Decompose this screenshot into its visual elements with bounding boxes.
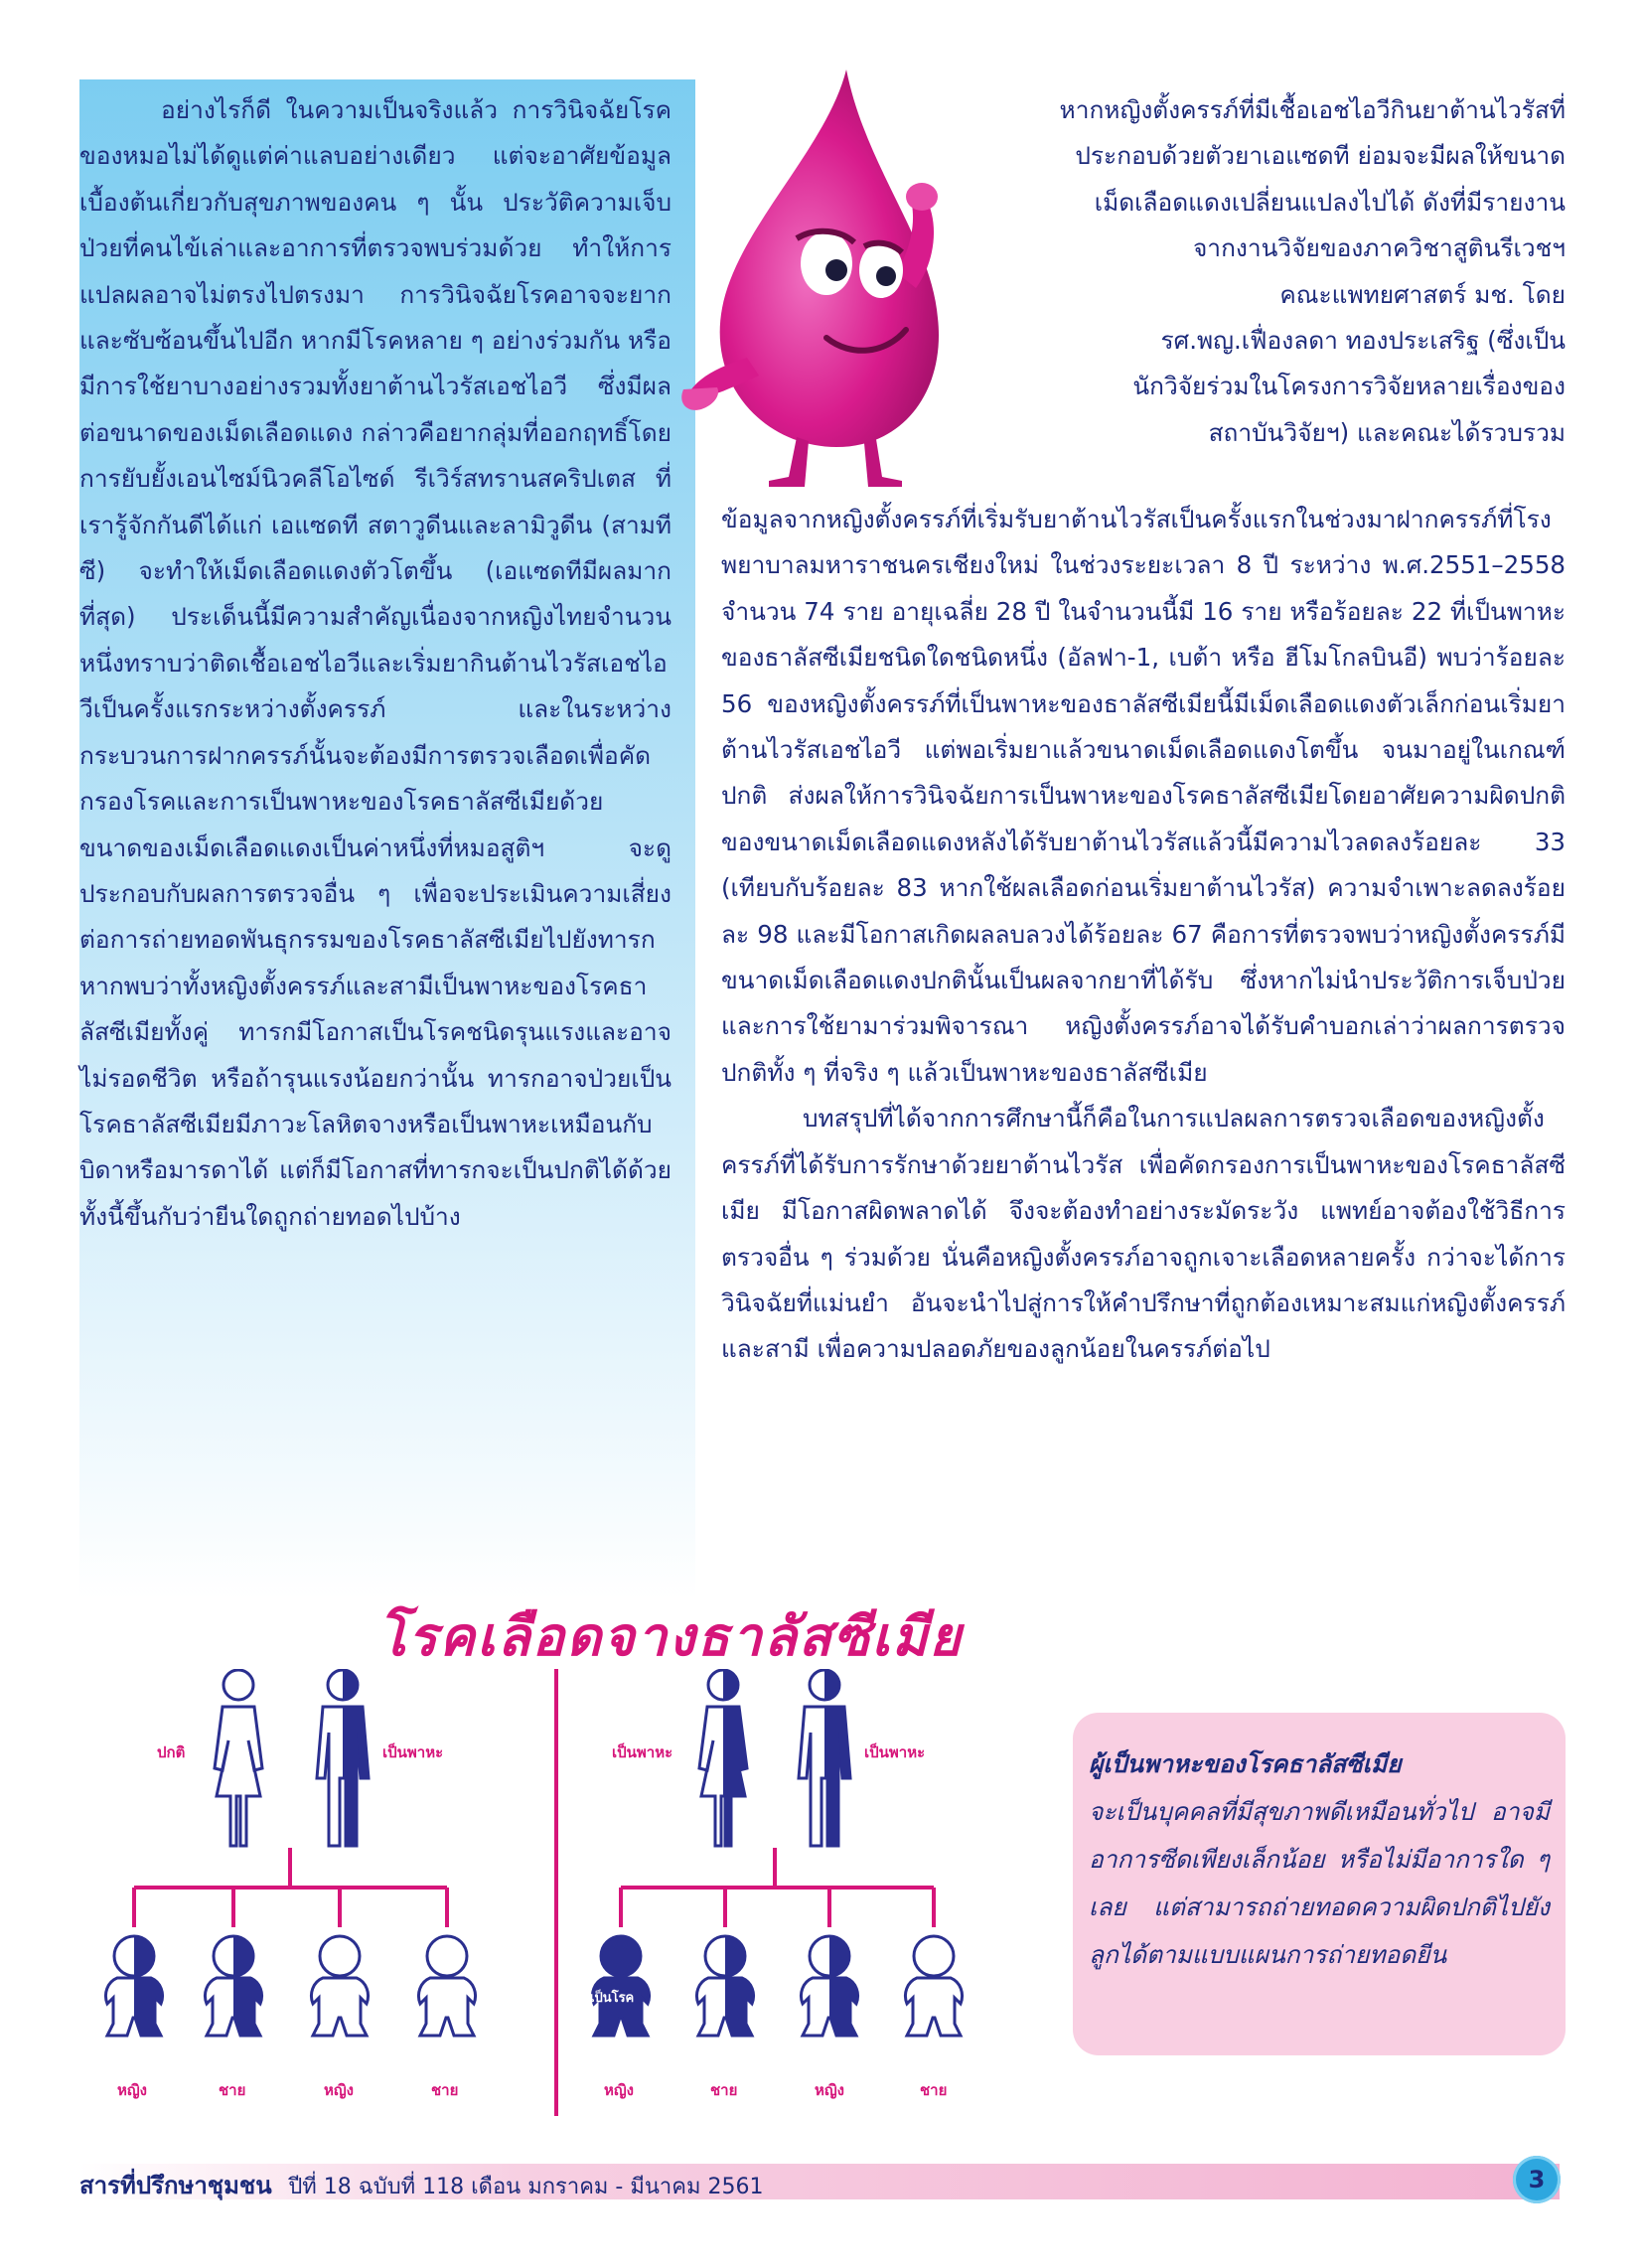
right-child-label-3: หญิง xyxy=(815,2081,844,2099)
right-top-line: เม็ดเลือดแดงเปลี่ยนแปลงไปได้ ดังที่มีรายงาน xyxy=(1094,187,1566,217)
family-tree-graphic xyxy=(79,1589,1033,2126)
left-child-4 xyxy=(418,1936,475,2036)
right-top-line: ประกอบด้วยตัวยาเอแซดที ย่อมจะมีผลให้ขนาด xyxy=(1075,141,1566,171)
right-top-line: คณะแพทยศาสตร์ มช. โดย xyxy=(1279,279,1566,309)
left-father-figure xyxy=(317,1670,369,1846)
right-top-text xyxy=(934,87,1566,456)
right-father-label: เป็นพาหะ xyxy=(864,1743,926,1761)
right-father-figure xyxy=(799,1670,850,1846)
right-paragraph-1: ข้อมูลจากหญิงตั้งครรภ์ที่เริ่มรับยาต้านไวรัสเป็นครั้งแรกในช่วงมาฝากครรภ์ที่โรงพยาบาลมหาราชนครเชียงใหม่ ในช่วงระยะเวลา 8 ปี ระหว่าง พ.ศ.2551–2558 จำนวน 74 ราย อายุเฉลี่ย 28 ปี ในจำนวนนี้มี 16 ราย หรือร้อยละ 22 ที่เป็นพาหะของธาลัสซีเมียชนิดใดชนิดหนึ่ง (อัลฟา-1, เบต้า หรือ ฮีโมโกลบินอี) พบว่าร้อยละ 56 ของหญิงตั้งครรภ์ที่เป็นพาหะของธาลัสซีเมียนี้มีเม็ดเลือดแดงตัวเล็กก่อนเริ่มยาต้านไวรัสเอชไอวี แต่พอเริ่มยาแล้วขนาดเม็ดเลือดแดงโตขึ้น จนมาอยู่ในเกณฑ์ปกติ ส่งผลให้การวินิจฉัยการเป็นพาหะของโรคธาลัสซีเมียโดยอาศัยความผิดปกติของขนาดเม็ดเลือดแดงหลังได้รับยาต้านไวรัสแล้วนี้มีความไวลดลงร้อยละ 33 (เทียบกับร้อยละ 83 หากใช้ผลเลือดก่อนเริ่มยาต้านไวรัส) ความจำเพาะลดลงร้อยละ 98 และมีโอกาสเกิดผลลบลวงได้ร้อยละ 67 คือการที่ตรวจพบว่าหญิงตั้งครรภ์มีขนาดเม็ดเลือดแดงปกตินั้นเป็นผลจากยาที่ได้รับ ซึ่งหากไม่นำประวัติการเจ็บป่วยและการใช้ยามาร่วมพิจารณา หญิงตั้งครรภ์อาจได้รับคำบอกเล่าว่าผลการตรวจปกติทั้ง ๆ ที่จริง ๆ แล้วเป็นพาหะของธาลัสซีเมีย xyxy=(721,505,1566,1087)
left-child-3 xyxy=(311,1936,368,2036)
right-mother-label: เป็นพาหะ xyxy=(612,1743,673,1761)
blood-drop-mascot-icon xyxy=(677,60,956,487)
right-child-label-1: หญิง xyxy=(604,2081,634,2099)
left-child-label-1: หญิง xyxy=(117,2081,147,2099)
right-top-line: จากงานวิจัยของภาควิชาสูตินรีเวชฯ xyxy=(1192,233,1566,263)
right-paragraph-2: บทสรุปที่ได้จากการศึกษานี้ก็คือในการแปลผลการตรวจเลือดของหญิงตั้งครรภ์ที่ได้รับการรักษาด้วยยาต้านไวรัส เพื่อคัดกรองการเป็นพาหะของโรคธาลัสซีเมีย มีโอกาสผิดพลาดได้ จึงจะต้องทำอย่างระมัดระวัง แพทย์อาจต้องใช้วิธีการตรวจอื่น ๆ ร่วมด้วย นั่นคือหญิงตั้งครรภ์อาจถูกเจาะเลือดหลายครั้ง กว่าจะได้การวินิจฉัยที่แม่นยำ อันจะนำไปสู่การให้คำปรึกษาที่ถูกต้องเหมาะสมแก่หญิงตั้งครรภ์และสามี เพื่อความปลอดภัยของลูกน้อยในครรภ์ต่อไป xyxy=(721,1104,1566,1364)
carrier-info-text xyxy=(1089,1740,1550,1979)
right-child-label-4: ชาย xyxy=(920,2081,948,2099)
left-child-label-4: ชาย xyxy=(431,2081,459,2099)
right-main-text xyxy=(721,497,1566,1373)
left-child-2 xyxy=(205,1936,261,2036)
issue-info: ปีที่ 18 ฉบับที่ 118 เดือน มกราคม - มีนาคม 2561 xyxy=(288,2175,764,2199)
left-child-label-3: หญิง xyxy=(324,2081,354,2099)
left-column-text xyxy=(79,87,672,1240)
right-child-2 xyxy=(696,1936,753,2036)
publication-name: สารที่ปรึกษาชุมชน xyxy=(79,2172,272,2199)
left-paragraph: อย่างไรก็ดี ในความเป็นจริงแล้ว การวินิจฉัยโรคของหมอไม่ได้ดูแต่ค่าแลบอย่างเดียว แต่จะอาศัยข้อมูลเบื้องต้นเกี่ยวกับสุขภาพของคน ๆ นั้น ประวัติความเจ็บป่วยที่คนไข้เล่าและอาการที่ตรวจพบร่วมด้วย ทำให้การแปลผลอาจไม่ตรงไปตรงมา การวินิจฉัยโรคอาจจะยากและซับซ้อนขึ้นไปอีก หากมีโรคหลาย ๆ อย่างร่วมกัน หรือมีการใช้ยาบางอย่างรวมทั้งยาต้านไวรัสเอชไอวี ซึ่งมีผลต่อขนาดของเม็ดเลือดแดง กล่าวคือยากลุ่มที่ออกฤทธิ์โดยการยับยั้งเอนไซม์นิวคลีโอไซด์ รีเวิร์สทรานสคริปเตส ที่เรารู้จักกันดีได้แก่ เอแซดที สตาวูดีนและลามิวูดีน (สามทีซี) จะทำให้เม็ดเลือดแดงตัวโตขึ้น (เอแซดทีมีผลมากที่สุด) ประเด็นนี้มีความสำคัญเนื่องจากหญิงไทยจำนวนหนึ่งทราบว่าติดเชื้อเอชไอวีและเริ่มยากินต้านไวรัสเอชไอวีเป็นครั้งแรกระหว่างตั้งครรภ์ และในระหว่างกระบวนการฝากครรภ์นั้นจะต้องมีการตรวจเลือดเพื่อคัดกรองโรคและการเป็นพาหะของโรคธาลัสซีเมียด้วย ขนาดของเม็ดเลือดแดงเป็นค่าหนึ่งที่หมอสูติฯ จะดู ประกอบกับผลการตรวจอื่น ๆ เพื่อจะประเมินความเสี่ยงต่อการถ่ายทอดพันธุกรรมของโรคธาลัสซีเมียไปยังทารก หากพบว่าทั้งหญิงตั้งครรภ์และสามีเป็นพาหะของโรคธาลัสซีเมียทั้งคู่ ทารกมีโอกาสเป็นโรคชนิดรุนแรงและอาจไม่รอดชีวิต หรือถ้ารุนแรงน้อยกว่านั้น ทารกอาจป่วยเป็นโรคธาลัสซีเมียมีภาวะโลหิตจางหรือเป็นพาหะเหมือนกับบิดาหรือมารดาได้ แต่ก็มีโอกาสที่ทารกจะเป็นปกติได้ด้วย ทั้งนี้ขึ้นกับว่ายีนใดถูกถ่ายทอดไปบ้าง xyxy=(79,95,672,1231)
right-child-4 xyxy=(905,1936,962,2036)
right-child-3 xyxy=(801,1936,857,2036)
right-child-label-2: ชาย xyxy=(710,2081,738,2099)
right-top-line: นักวิจัยร่วมในโครงการวิจัยหลายเรื่องของ xyxy=(1132,372,1566,401)
left-father-label: เป็นพาหะ xyxy=(382,1743,444,1761)
diagram-title: โรคเลือดจางธาลัสซีเมีย xyxy=(377,1605,964,1668)
left-mother-label: ปกติ xyxy=(157,1743,186,1761)
left-mother-figure xyxy=(215,1670,262,1846)
right-top-line: หากหญิงตั้งครรภ์ที่มีเชื้อเอชไอวีกินยาต้านไวรัสที่ xyxy=(1059,95,1566,124)
carrier-info-body: จะเป็นบุคคลที่มีสุขภาพดีเหมือนทั่วไป อาจมีอาการซีดเพียงเล็กน้อย หรือไม่มีอาการใด ๆ เลย แต่สามารถถ่ายทอดความผิดปกติไปยังลูกได้ตามแบบแผนการถ่ายทอดยีน xyxy=(1089,1797,1550,1969)
page-number-badge: 3 xyxy=(1513,2156,1561,2203)
right-top-line: สถาบันวิจัยฯ) และคณะได้รวบรวม xyxy=(1208,417,1566,447)
affected-child-label: เป็นโรค xyxy=(590,1991,635,2006)
footer-text xyxy=(79,2166,763,2204)
right-mother-figure xyxy=(699,1670,747,1846)
left-child-1 xyxy=(105,1936,162,2036)
left-child-label-2: ชาย xyxy=(219,2081,246,2099)
thalassemia-inheritance-diagram xyxy=(79,1589,1033,2126)
right-top-line: รศ.พญ.เฟื่องลดา ทองประเสริฐ (ซึ่งเป็น xyxy=(1160,326,1566,356)
right-child-1-affected xyxy=(592,1936,649,2036)
carrier-info-title: ผู้เป็นพาหะของโรคธาลัสซีเมีย xyxy=(1089,1749,1402,1778)
